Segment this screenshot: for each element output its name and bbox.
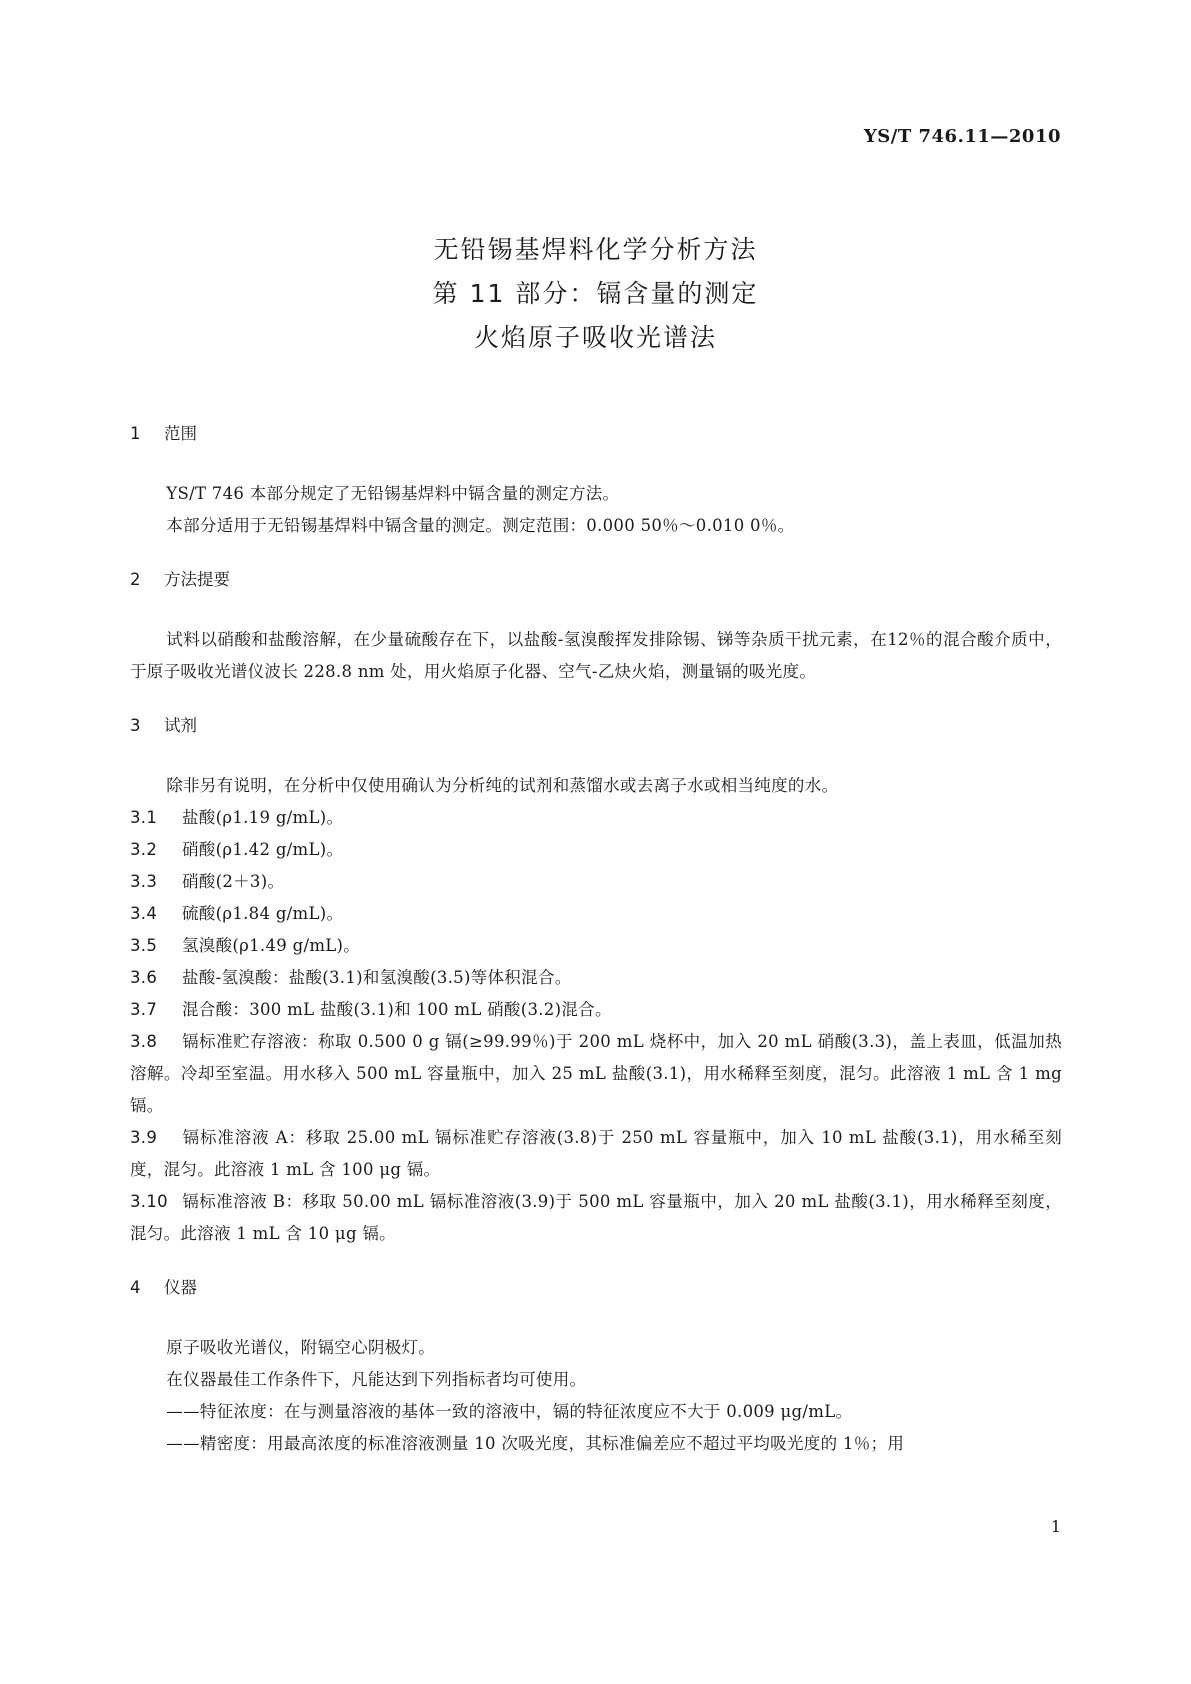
item-text: 镉标准溶液 A：移取 25.00 mL 镉标准贮存溶液(3.8)于 250 mL 容量瓶中，加入 10 mL 盐酸(3.1)，用水稀至刻度，混匀。此溶液 1 mL 含 100 μg 镉。 xyxy=(130,1128,1062,1179)
item-number: 3.8 xyxy=(130,1032,158,1051)
item-text: 混合酸：300 mL 盐酸(3.1)和 100 mL 硝酸(3.2)混合。 xyxy=(182,1000,612,1019)
item-number: 3.3 xyxy=(130,872,158,891)
title-line-1: 无铅锡基焊料化学分析方法 xyxy=(433,235,758,264)
section-4-paragraph-1: 原子吸收光谱仪，附镉空心阴极灯。 xyxy=(166,1338,436,1357)
item-number: 3.1 xyxy=(130,808,158,827)
item-number: 3.2 xyxy=(130,840,158,859)
item-text: 氢溴酸(ρ1.49 g/mL)。 xyxy=(182,936,361,955)
item-text: 镉标准溶液 B：移取 50.00 mL 镉标准溶液(3.9)于 500 mL 容量瓶中，加入 20 mL 盐酸(3.1)，用水稀释至刻度，混匀。此溶液 1 mL 含 10 μg 镉。 xyxy=(130,1192,1062,1243)
document-code: YS/T 746.11—2010 xyxy=(863,126,1061,147)
item-text: 硝酸(2＋3)。 xyxy=(182,872,285,891)
reagent-item xyxy=(130,834,1062,866)
title-line-3: 火焰原子吸收光谱法 xyxy=(473,323,717,352)
item-number: 3.5 xyxy=(130,936,158,955)
section-3-intro: 除非另有说明，在分析中仅使用确认为分析纯的试剂和蒸馏水或去离子水或相当纯度的水。 xyxy=(166,776,839,795)
item-number: 3.9 xyxy=(130,1128,158,1147)
section-2-heading xyxy=(130,564,1062,596)
section-title: 方法提要 xyxy=(164,570,230,589)
section-3-heading xyxy=(130,710,1062,742)
item-number: 3.10 xyxy=(130,1192,168,1211)
item-text: 盐酸-氢溴酸：盐酸(3.1)和氢溴酸(3.5)等体积混合。 xyxy=(182,968,572,987)
section-number: 3 xyxy=(130,716,141,735)
section-title: 范围 xyxy=(164,424,197,443)
section-title: 试剂 xyxy=(164,716,197,735)
section-number: 2 xyxy=(130,570,141,589)
section-2-paragraph: 试料以硝酸和盐酸溶解，在少量硫酸存在下，以盐酸-氢溴酸挥发排除锡、锑等杂质干扰元素，在12％的混合酸介质中，于原子吸收光谱仪波长 228.8 nm 处，用火焰原子化器、空气-乙炔火焰，测量镉的吸光度。 xyxy=(130,630,1062,681)
reagent-item xyxy=(130,898,1062,930)
reagent-item xyxy=(130,962,1062,994)
reagent-item xyxy=(130,994,1062,1026)
section-1-paragraph-1: YS/T 746 本部分规定了无铅锡基焊料中镉含量的测定方法。 xyxy=(166,484,620,503)
section-1-paragraph-2: 本部分适用于无铅锡基焊料中镉含量的测定。测定范围：0.000 50％～0.010 0％。 xyxy=(166,516,795,535)
section-number: 1 xyxy=(130,424,141,443)
section-4-heading xyxy=(130,1272,1062,1304)
title-line-2: 第 11 部分：镉含量的测定 xyxy=(432,279,759,308)
document-title xyxy=(0,228,1191,360)
reagent-item xyxy=(130,1186,1062,1250)
section-title: 仪器 xyxy=(164,1278,197,1297)
section-4-paragraph-2: 在仪器最佳工作条件下，凡能达到下列指标者均可使用。 xyxy=(166,1370,587,1389)
section-number: 4 xyxy=(130,1278,141,1297)
item-text: 镉标准贮存溶液：称取 0.500 0 g 镉(≥99.99％)于 200 mL 烧杯中，加入 20 mL 硝酸(3.3)，盖上表皿，低温加热溶解。冷却至室温。用水移入 500 mL 容量瓶中，加入 25 mL 盐酸(3.1)，用水稀释至刻度，混匀。此溶液 1 mL 含 1 mg 镉。 xyxy=(130,1032,1062,1115)
document-body xyxy=(130,418,1062,1460)
item-text: 盐酸(ρ1.19 g/mL)。 xyxy=(182,808,344,827)
reagent-item xyxy=(130,866,1062,898)
reagent-item xyxy=(130,1122,1062,1186)
item-text: 硫酸(ρ1.84 g/mL)。 xyxy=(182,904,344,923)
item-text: 硝酸(ρ1.42 g/mL)。 xyxy=(182,840,344,859)
page-number: 1 xyxy=(1050,1517,1061,1536)
reagent-item xyxy=(130,930,1062,962)
reagent-item xyxy=(130,1026,1062,1122)
item-number: 3.7 xyxy=(130,1000,158,1019)
dash-item-precision: ——精密度：用最高浓度的标准溶液测量 10 次吸光度，其标准偏差应不超过平均吸光度的 1％；用 xyxy=(166,1434,905,1453)
section-1-heading xyxy=(130,418,1062,450)
dash-item-characteristic-concentration: ——特征浓度：在与测量溶液的基体一致的溶液中，镉的特征浓度应不大于 0.009 μg/mL。 xyxy=(166,1402,853,1421)
reagent-item xyxy=(130,802,1062,834)
item-number: 3.4 xyxy=(130,904,158,923)
item-number: 3.6 xyxy=(130,968,158,987)
